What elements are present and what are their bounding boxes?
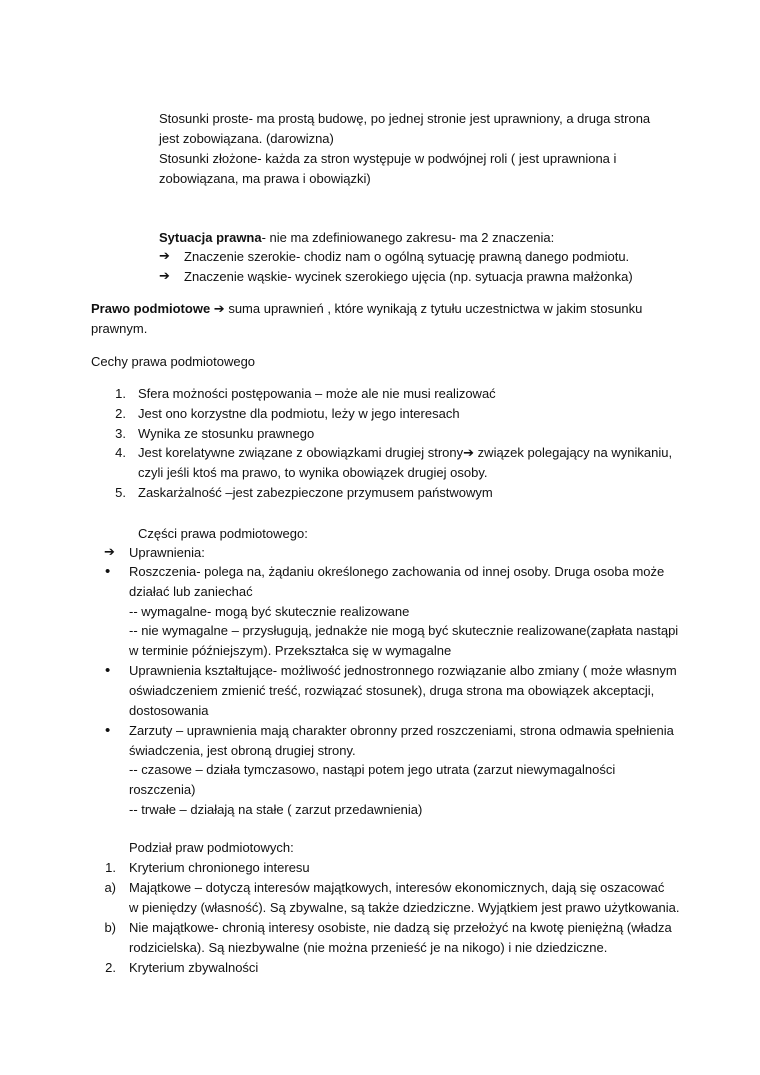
cechy-item-4: [138, 443, 672, 464]
sytuacja-term: Sytuacja prawna: [159, 230, 262, 245]
majatkowe-line-2: w pieniędzy (własność). Są zbywalne, są także dziedziczne. Wyjątkiem jest prawo użytkowania.: [129, 900, 680, 915]
zarzuty-line-3: -- czasowe – działa tymczasowo, nastąpi potem jego utrata (zarzut niewymagalności: [129, 762, 616, 777]
ksztaltujace-line-1: Uprawnienia kształtujące- możliwość jednostronnego rozwiązanie albo zmiany ( może własnym: [129, 663, 677, 678]
arrow-icon: ➔: [104, 545, 115, 560]
zarzuty-line-1: Zarzuty – uprawnienia mają charakter obronny przed roszczeniami, strona odmawia spełnienia: [129, 723, 674, 738]
list-number: 2.: [105, 960, 116, 975]
list-number: 3.: [115, 426, 126, 441]
arrow-icon: ➔: [159, 249, 170, 264]
sytuacja-rest: - nie ma zdefiniowanego zakresu- ma 2 znaczenia:: [261, 230, 555, 245]
arrow-icon: ➔: [159, 269, 170, 284]
niemajatkowe-line-1: Nie majątkowe- chronią interesy osobiste, nie dadzą się przełożyć na kwotę pieniężną (władza: [129, 920, 672, 935]
sytuacja-item-1: Znaczenie szerokie- chodiz nam o ogólną sytuację prawną danego podmiotu.: [184, 249, 630, 264]
arrow-icon: ➔: [213, 302, 225, 317]
podzial-title: Podział praw podmiotowych:: [129, 840, 294, 855]
list-number: 1.: [105, 860, 116, 875]
cechy-item-4-part-1: Jest korelatywne związane z obowiązkami drugiej strony: [138, 445, 464, 460]
cechy-item-3: Wynika ze stosunku prawnego: [138, 426, 315, 441]
kryterium-2: Kryterium zbywalności: [129, 960, 259, 975]
list-number: 5.: [115, 485, 126, 500]
cechy-title: Cechy prawa podmiotowego: [91, 354, 256, 369]
niemajatkowe-line-2: rodzicielska). Są niezbywalne (nie można przenieść je na nikogo) i nie dziedziczne.: [129, 940, 608, 955]
roszczenia-line-4: -- nie wymagalne – przysługują, jednakże nie mogą być skutecznie realizowane(zapłata nastąpi: [129, 623, 679, 638]
uprawnienia-label: Uprawnienia:: [129, 545, 205, 560]
czesci-title: Części prawa podmiotowego:: [138, 526, 308, 541]
sytuacja-heading: [159, 228, 554, 248]
list-number: 4.: [115, 445, 126, 460]
list-letter: a): [104, 880, 116, 895]
zarzuty-line-4: roszczenia): [129, 782, 196, 797]
cechy-item-1: Sfera możności postępowania – może ale nie musi realizować: [138, 386, 496, 401]
cechy-item-2: Jest ono korzystne dla podmiotu, leży w jego interesach: [138, 406, 460, 421]
zarzuty-line-5: -- trwałe – działają na stałe ( zarzut przedawnienia): [129, 802, 423, 817]
list-number: 2.: [115, 406, 126, 421]
ksztaltujace-line-3: dostosowania: [129, 703, 209, 718]
bullet-icon: •: [105, 722, 111, 739]
zarzuty-line-2: świadczenia, jest obroną drugiej strony.: [129, 743, 356, 758]
ksztaltujace-line-2: oświadczeniem zmienić treść, rozwiązać stosunek), druga strona ma obowiązek akceptacji,: [129, 683, 655, 698]
roszczenia-line-5: w terminie późniejszym). Przekształca się w wymagalne: [129, 643, 452, 658]
cechy-item-4-part-2: związek polegający na wynikaniu,: [474, 445, 673, 460]
prawo-line-1: [91, 299, 642, 320]
list-letter: b): [104, 920, 116, 935]
prawo-line-2: prawnym.: [91, 321, 148, 336]
roszczenia-line-1: Roszczenia- polega na, żądaniu określonego zachowania od innej osoby. Druga osoba może: [129, 564, 665, 579]
bullet-icon: •: [105, 662, 111, 679]
arrow-icon: ➔: [463, 446, 475, 461]
roszczenia-line-2: działać lub zaniechać: [129, 584, 253, 599]
intro-line-1: Stosunki proste- ma prostą budowę, po jednej stronie jest uprawniony, a druga strona: [159, 111, 651, 126]
sytuacja-item-2: Znaczenie wąskie- wycinek szerokiego ujęcia (np. sytuacja prawna małżonka): [184, 269, 633, 284]
intro-line-3: Stosunki złożone- każda za stron występuje w podwójnej roli ( jest uprawniona i: [159, 151, 617, 166]
bullet-icon: •: [105, 563, 111, 580]
prawo-term: Prawo podmiotowe: [91, 301, 211, 316]
cechy-item-5: Zaskarżalność –jest zabezpieczone przymusem państwowym: [138, 485, 493, 500]
intro-line-4: zobowiązana, ma prawa i obowiązki): [159, 171, 371, 186]
majatkowe-line-1: Majątkowe – dotyczą interesów majątkowych, interesów ekonomicznych, dają się oszacować: [129, 880, 665, 895]
cechy-item-4-line-2: czyli jeśli ktoś ma prawo, to wynika obowiązek drugiej osoby.: [138, 465, 488, 480]
prawo-definition: suma uprawnień , które wynikają z tytułu uczestnictwa w jakim stosunku: [224, 301, 643, 316]
intro-line-2: jest zobowiązana. (darowizna): [159, 131, 334, 146]
kryterium-1: Kryterium chronionego interesu: [129, 860, 310, 875]
list-number: 1.: [115, 386, 126, 401]
roszczenia-line-3: -- wymagalne- mogą być skutecznie realizowane: [129, 604, 410, 619]
